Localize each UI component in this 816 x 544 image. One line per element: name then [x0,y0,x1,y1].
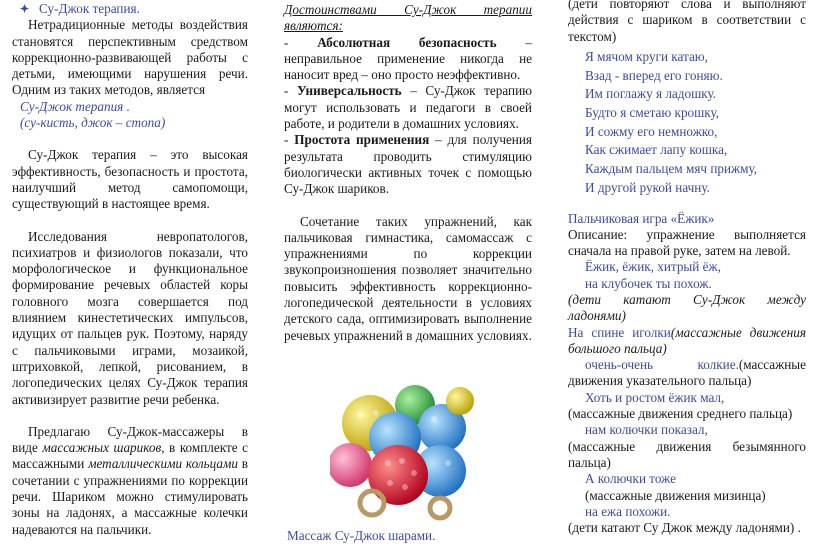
research-paragraph: Исследования невропатологов, психиатров и физиологов показали, что морфологическое и функциональное формирование речевых областей коры головного мозга совершается под влиянием кинестетических импульсов, идущих от пальцев рук. Поэтому, наряду с пальчиковыми играми, мозаикой, штриховкой, лепкой, рисованием, в логопедических целях Су-Джок терапия активизирует развитие речи ребенка. [12,228,248,407]
game-line: нам колючки показал, [585,422,708,438]
game-line: на клубочек ты похож. [585,275,712,291]
advantage-item: - Универсальность – Су-Джок терапию могут использовать и педагоги в своей работе, и родители в домашних условиях. [284,83,532,132]
game-line: Хоть и ростом ёжик мал, [585,389,725,405]
game-line: очень-очень колкие.(массажные движения указательного пальца) [568,357,806,389]
game-title: Пальчиковая игра «Ёжик» [568,210,715,226]
advantage-item: - Простота применения – для получения результата проводить стимуляцию биологически активных точек с помощью Су-Джок шариков. [284,132,532,197]
column-right [568,0,806,536]
ball-poem [585,48,806,198]
game-instruction: (массажные движения среднего пальца) [568,406,793,422]
photo-caption: Массаж Су-Джок шарами. [287,528,436,543]
effectiveness-paragraph: Су-Джок терапия – это высокая эффективность, безопасность и простота, наилучший метод самопомощи, существующий в настоящее время. [12,147,248,212]
exercise-intro: (дети повторяют слова и выполняют действия с шариком в соответствии с текстом) [568,0,806,44]
game-line: А колючки тоже [585,471,676,487]
offer-paragraph: Предлагаю Су-Джок-массажеры в виде массажных шариков, в комплекте с массажными металлическими кольцами в сочетании с упражнениями по коррекции речи. Шариком можно стимулировать зоны на ладонях, а массажные колечки надеваются на пальчики. [12,423,248,537]
game-instruction: (дети катают Су Джок между ладонями) . [568,520,801,536]
poem-line: Каждым пальцем мяч прижму, [585,161,758,177]
poem-line: Я мячом круги катаю, [585,48,708,64]
sujok-translation: (су-кисть, джок – стопа) [20,115,166,131]
game-instruction: (массажные движения мизинца) [585,487,766,503]
poem-line: Взад - вперед его гоняю. [585,67,723,83]
game-line: На спине иголки(массажные движения большого пальца) [568,324,807,356]
advantages-heading: Достоинствами Су-Джок терапии являются: [284,2,532,34]
game-instruction: (массажные движения безымянного пальца) [568,438,806,470]
game-instruction: (дети катают Су-Джок между ладонями) [568,292,806,324]
intro-paragraph: Нетрадиционные методы воздействия становятся перспективным средством коррекционно-развивающей работы с детьми, имеющими нарушения речи. Одним из таких методов, является [12,17,248,98]
column-middle [284,0,532,344]
poem-line: Как сжимает лапу кошка, [585,142,728,158]
sujok-balls-photo [330,383,480,523]
section-title: Су-Джок терапия. [20,1,248,17]
game-line: на ежа похожи. [585,503,671,519]
advantage-item: - Абсолютная безопасность – неправильное применение никогда не наносит вред – оно просто неэффективно. [284,34,532,83]
poem-line: И сожму его немножко, [585,123,718,139]
poem-line: Будто я сметаю крошку, [585,105,720,120]
combination-paragraph: Сочетание таких упражнений, как пальчиковая гимнастика, самомассаж с упражнениями по коррекции звукопроизношения позволяет значительно повысить эффективность коррекционно-логопедической деятельности в условиях детского сада, оптимизировать выполнение речевых упражнений в домашних условиях. [284,213,532,343]
column-left [12,0,248,538]
poem-line: И другой рукой начну. [585,179,710,195]
sujok-term: Су-Джок терапия . [20,98,130,114]
diamond-bullet-icon [20,4,29,13]
game-description: Описание: упражнение выполняется сначала на правой руке, затем на левой. [568,226,806,259]
game-line: Ёжик, ёжик, хитрый ёж, [585,259,721,275]
poem-line: Им поглажу я ладошку. [585,86,717,102]
